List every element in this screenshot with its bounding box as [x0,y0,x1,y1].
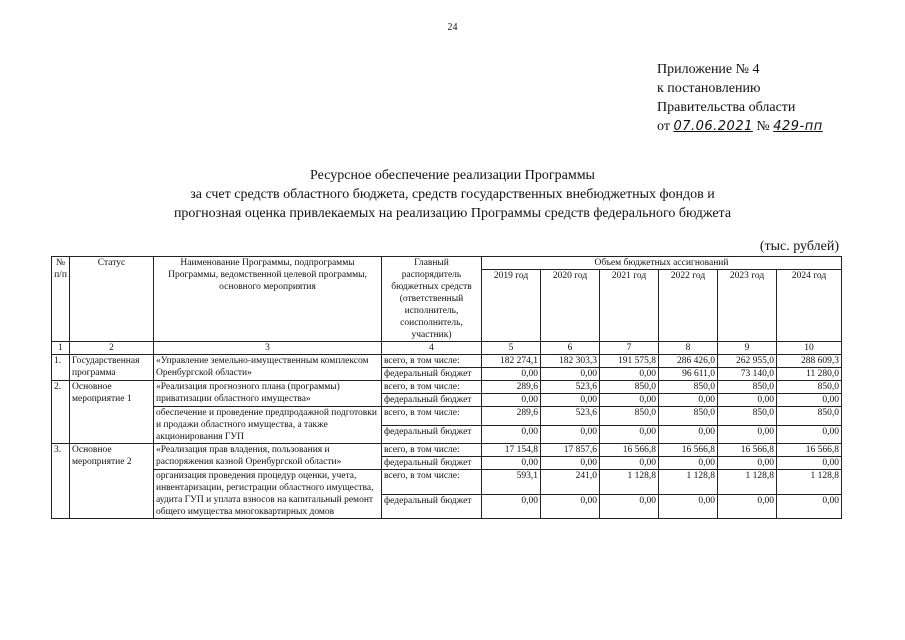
col-number: 6 [541,342,600,355]
value-cell: 289,6 [482,407,541,426]
header-year: 2023 год [718,270,777,342]
header-manager: Главный распорядитель бюджетных средств (ответственный исполнитель, соисполнитель, участник) [382,257,482,342]
value-cell: 0,00 [718,457,777,470]
col-number: 3 [154,342,382,355]
row-num: 1. [52,355,70,381]
col-number: 10 [777,342,842,355]
date-prefix: от [657,119,670,134]
table-row [52,444,842,457]
value-cell: 0,00 [777,394,842,407]
value-cell: 17 857,6 [541,444,600,457]
value-cell: 0,00 [659,425,718,444]
col-number: 1 [52,342,70,355]
value-cell: 191 575,8 [600,355,659,368]
header-row [52,257,842,270]
row-label-federal: федеральный бюджет [382,494,482,519]
title-line-2: за счет средств областного бюджета, средств государственных внебюджетных фондов и [190,187,715,202]
value-cell: 850,0 [600,381,659,394]
value-cell: 16 566,8 [777,444,842,457]
appendix-line-2: к постановлению [657,81,761,96]
value-cell: 850,0 [659,381,718,394]
value-cell: 0,00 [659,394,718,407]
col-number: 7 [600,342,659,355]
value-cell: 593,1 [482,470,541,495]
handwritten-number: 429-пп [773,119,823,134]
value-cell: 523,6 [541,407,600,426]
value-cell: 850,0 [718,407,777,426]
value-cell: 0,00 [777,425,842,444]
handwritten-date: 07.06.2021 [673,119,753,134]
value-cell: 0,00 [600,425,659,444]
value-cell: 0,00 [482,457,541,470]
row-name: «Управление земельно-имущественным комплексом Оренбургской области» [154,355,382,381]
value-cell: 262 955,0 [718,355,777,368]
value-cell: 241,0 [541,470,600,495]
appendix-block [657,60,823,136]
appendix-line-3: Правительства области [657,100,796,115]
value-cell: 850,0 [777,381,842,394]
document-title [0,166,905,223]
appendix-date-line [657,117,823,136]
value-cell: 0,00 [482,368,541,381]
value-cell: 0,00 [777,494,842,519]
value-cell: 1 128,8 [600,470,659,495]
header-year: 2020 год [541,270,600,342]
table-row [52,470,842,495]
row-name: организация проведения процедур оценки, учета, инвентаризации, регистрации областного имущества, аудита ГУП и уплата взносов на капитальный ремонт общего имущества многоквартирных домов [154,470,382,519]
value-cell: 850,0 [718,381,777,394]
row-status: Основное мероприятие 2 [70,444,154,519]
col-number: 2 [70,342,154,355]
value-cell: 0,00 [777,457,842,470]
row-label-federal: федеральный бюджет [382,457,482,470]
row-num: 2. [52,381,70,444]
value-cell: 0,00 [541,394,600,407]
value-cell: 0,00 [600,368,659,381]
col-number: 5 [482,342,541,355]
value-cell: 286 426,0 [659,355,718,368]
value-cell: 0,00 [600,494,659,519]
value-cell: 0,00 [482,494,541,519]
header-status: Статус [70,257,154,342]
value-cell: 96 611,0 [659,368,718,381]
value-cell: 182 274,1 [482,355,541,368]
value-cell: 289,6 [482,381,541,394]
header-name: Наименование Программы, подпрограммы Программы, ведомственной целевой программы, основного мероприятия [154,257,382,342]
row-label-total: всего, в том числе: [382,444,482,457]
appendix-line-1: Приложение № 4 [657,62,760,77]
header-year: 2024 год [777,270,842,342]
header-volume: Объем бюджетных ассигнований [482,257,842,270]
value-cell: 1 128,8 [659,470,718,495]
value-cell: 850,0 [659,407,718,426]
budget-table [51,256,842,519]
value-cell: 523,6 [541,381,600,394]
value-cell: 16 566,8 [718,444,777,457]
value-cell: 16 566,8 [600,444,659,457]
value-cell: 0,00 [541,494,600,519]
units-label: (тыс. рублей) [759,239,839,254]
value-cell: 0,00 [482,425,541,444]
column-number-row [52,342,842,355]
value-cell: 1 128,8 [718,470,777,495]
col-number: 4 [382,342,482,355]
value-cell: 0,00 [659,457,718,470]
row-label-total: всего, в том числе: [382,355,482,368]
value-cell: 0,00 [718,425,777,444]
value-cell: 0,00 [600,457,659,470]
value-cell: 11 280,0 [777,368,842,381]
value-cell: 0,00 [659,494,718,519]
header-year: 2019 год [482,270,541,342]
value-cell: 0,00 [482,394,541,407]
value-cell: 16 566,8 [659,444,718,457]
table-row [52,381,842,394]
value-cell: 850,0 [777,407,842,426]
row-name: «Реализация прав владения, пользования и распоряжения казной Оренбургской области» [154,444,382,470]
row-status: Государственная программа [70,355,154,381]
header-year: 2021 год [600,270,659,342]
value-cell: 0,00 [541,425,600,444]
table-row [52,407,842,426]
col-number: 9 [718,342,777,355]
page-number: 24 [447,22,458,33]
table-row [52,355,842,368]
value-cell: 0,00 [541,457,600,470]
title-line-3: прогнозная оценка привлекаемых на реализацию Программы средств федерального бюджета [173,206,732,221]
header-num: № п/п [52,257,70,342]
row-label-total: всего, в том числе: [382,381,482,394]
value-cell: 0,00 [718,494,777,519]
row-label-federal: федеральный бюджет [382,425,482,444]
value-cell: 73 140,0 [718,368,777,381]
value-cell: 1 128,8 [777,470,842,495]
number-prefix: № [756,119,770,134]
value-cell: 182 303,3 [541,355,600,368]
row-label-federal: федеральный бюджет [382,394,482,407]
row-name: обеспечение и проведение предпродажной подготовки и продажи областного имущества, а также акционирования ГУП [154,407,382,444]
row-label-total: всего, в том числе: [382,407,482,426]
row-status: Основное мероприятие 1 [70,381,154,444]
title-line-1: Ресурсное обеспечение реализации Программы [310,168,595,183]
row-label-federal: федеральный бюджет [382,368,482,381]
value-cell: 17 154,8 [482,444,541,457]
value-cell: 850,0 [600,407,659,426]
value-cell: 288 609,3 [777,355,842,368]
col-number: 8 [659,342,718,355]
value-cell: 0,00 [718,394,777,407]
value-cell: 0,00 [541,368,600,381]
row-num: 3. [52,444,70,519]
header-year: 2022 год [659,270,718,342]
value-cell: 0,00 [600,394,659,407]
row-label-total: всего, в том числе: [382,470,482,495]
row-name: «Реализация прогнозного плана (программы) приватизации областного имущества» [154,381,382,407]
